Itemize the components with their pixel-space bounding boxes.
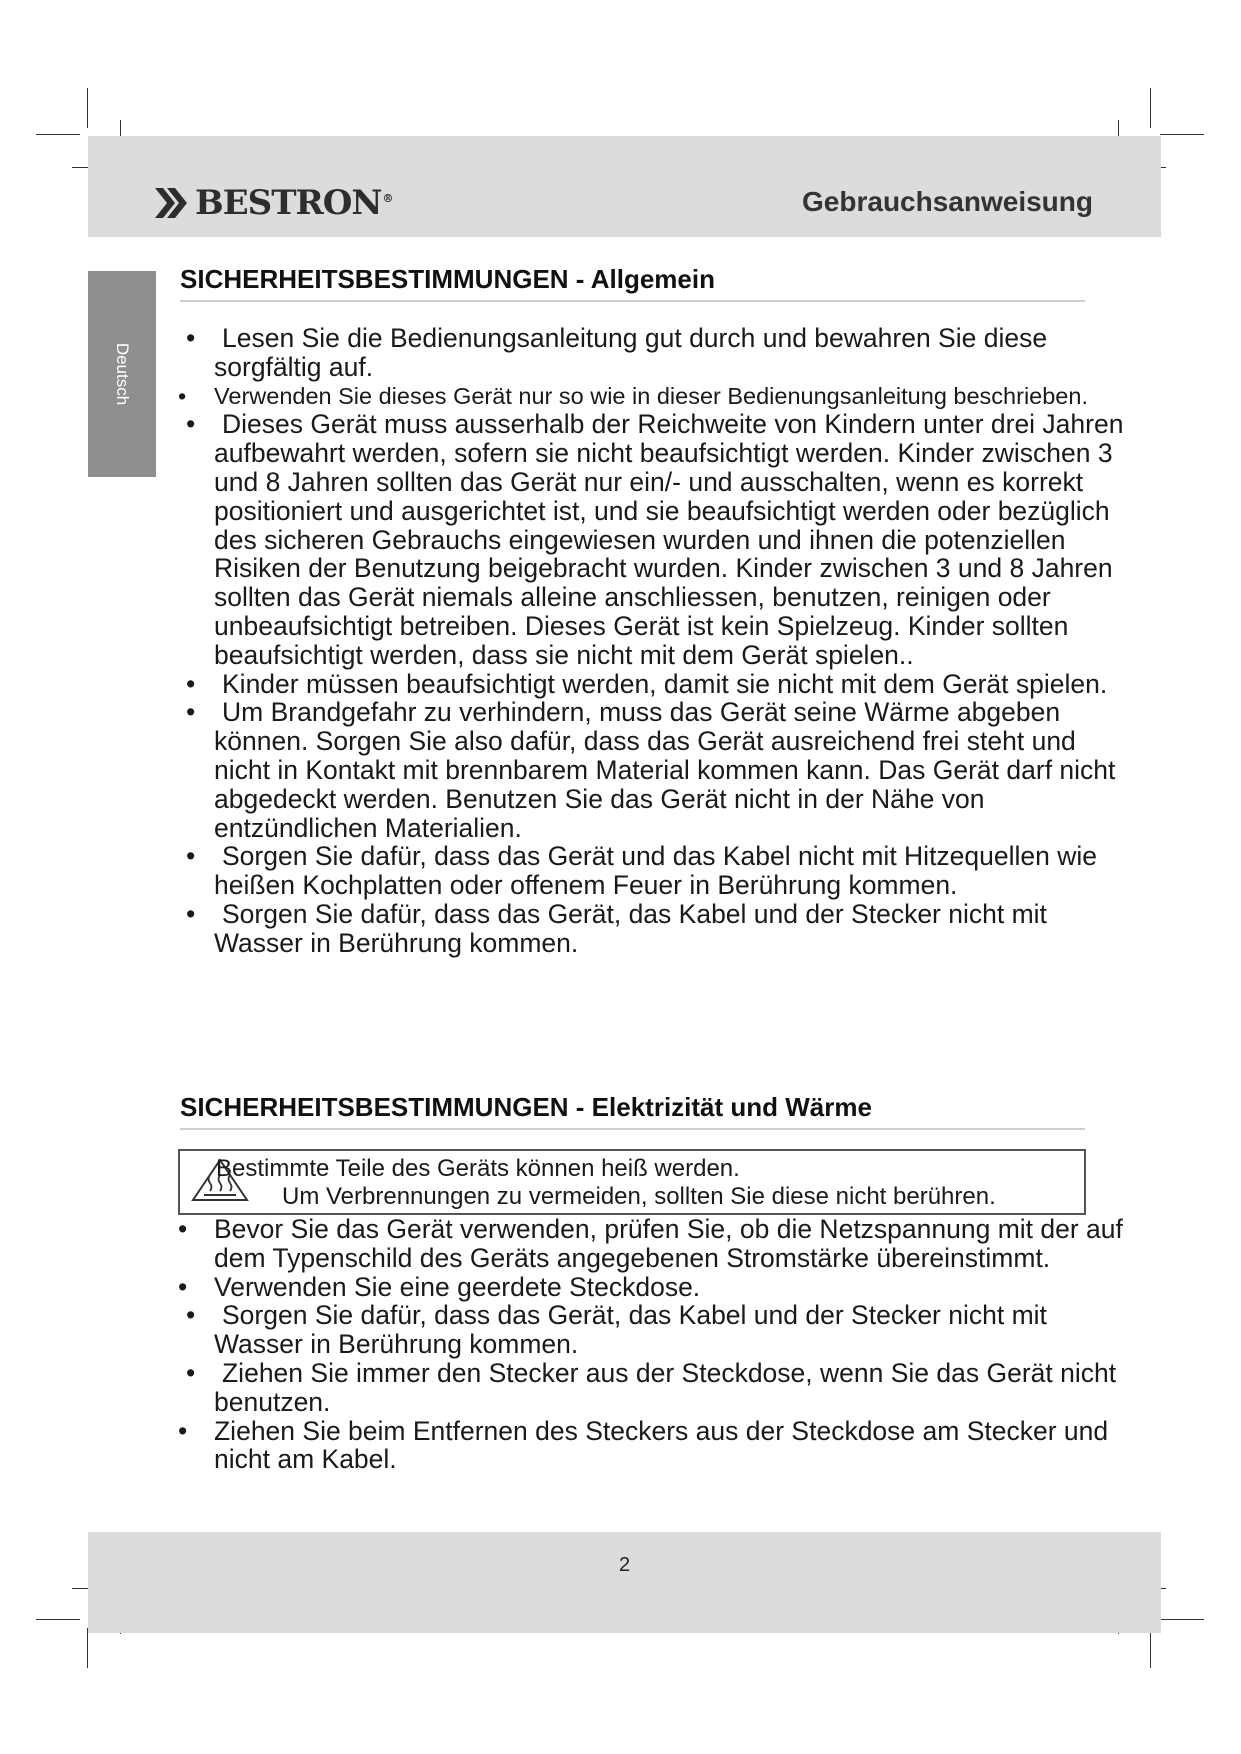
- list-item: • Verwenden Sie dieses Gerät nur so wie in dieser Bedienungsanleitung beschrieben.: [176, 382, 1126, 411]
- section-divider: [180, 300, 1085, 302]
- list-item: • Sorgen Sie dafür, dass das Gerät und das Kabel nicht mit Hitzequellen wie heißen Kochplatten oder offenem Feuer in Berührung kommen.: [176, 842, 1126, 900]
- crop-mark: [1150, 88, 1151, 128]
- brand-logo: [155, 180, 392, 226]
- list-item: • Sorgen Sie dafür, dass das Gerät, das Kabel und der Stecker nicht mit Wasser in Berührung kommen.: [176, 1301, 1126, 1359]
- list-item: • Ziehen Sie immer den Stecker aus der Steckdose, wenn Sie das Gerät nicht benutzen.: [176, 1359, 1126, 1417]
- list-item: • Um Brandgefahr zu verhindern, muss das Gerät seine Wärme abgeben können. Sorgen Sie also dafür, dass das Gerät ausreichend frei steht und nicht in Kontakt mit brennbarem Material kommen kann. Das Gerät darf nicht abgedeckt werden. Benutzen Sie das Gerät nicht in der Nähe von entzündlichen Materialien.: [176, 698, 1126, 842]
- crop-mark: [1160, 134, 1204, 135]
- brand-chevron-icon: [155, 188, 189, 218]
- page-number: 2: [618, 1554, 631, 1576]
- list-item: • Sorgen Sie dafür, dass das Gerät, das Kabel und der Stecker nicht mit Wasser in Berührung kommen.: [176, 900, 1126, 958]
- general-safety-list: [176, 324, 1126, 958]
- language-tab-label: Deutsch: [113, 342, 132, 406]
- crop-mark: [87, 1628, 88, 1668]
- crop-mark: [1150, 1628, 1151, 1668]
- warning-text: Um Verbrennungen zu vermeiden, sollten Sie diese nicht berühren.: [282, 1183, 996, 1210]
- electricity-safety-list: [176, 1215, 1126, 1474]
- warning-text: Bestimmte Teile des Geräts können heiß werden.: [216, 1155, 740, 1182]
- crop-mark: [36, 1619, 80, 1620]
- list-item: • Kinder müssen beaufsichtigt werden, damit sie nicht mit dem Gerät spielen.: [176, 670, 1126, 699]
- crop-mark: [1160, 1619, 1204, 1620]
- list-item: • Verwenden Sie eine geerdete Steckdose.: [176, 1273, 1126, 1302]
- footer-band: [88, 1532, 1161, 1633]
- brand-name: BESTRON®: [195, 183, 393, 223]
- language-tab: [88, 271, 156, 477]
- crop-mark: [87, 88, 88, 128]
- list-item: • Lesen Sie die Bedienungsanleitung gut durch und bewahren Sie diese sorgfältig auf.: [176, 324, 1126, 382]
- crop-mark: [36, 134, 80, 135]
- hot-surface-warning: [178, 1149, 1086, 1215]
- section-divider: [180, 1128, 1085, 1130]
- list-item: • Ziehen Sie beim Entfernen des Steckers aus der Steckdose am Stecker und nicht am Kabel.: [176, 1417, 1126, 1475]
- list-item: • Dieses Gerät muss ausserhalb der Reichweite von Kindern unter drei Jahren aufbewahrt werden, sofern sie nicht beaufsichtigt werden. Kinder zwischen 3 und 8 Jahren sollten das Gerät nur ein/- und ausschalten, wenn es korrekt positioniert und ausgerichtet ist, und sie beaufsichtigt werden oder bezüglich des sicheren Gebrauchs eingewiesen wurden und ihnen die potenziellen Risiken der Benutzung beigebracht wurden. Kinder zwischen 3 und 8 Jahren sollten das Gerät niemals alleine anschliessen, benutzen, reinigen oder unbeaufsichtigt betreiben. Dieses Gerät ist kein Spielzeug. Kinder sollten beaufsichtigt werden, dass sie nicht mit dem Gerät spielen..: [176, 410, 1126, 669]
- header-title: Gebrauchsanweisung: [802, 186, 1093, 217]
- section-title-electricity: SICHERHEITSBESTIMMUNGEN - Elektrizität und Wärme: [180, 1092, 872, 1122]
- section-title-general: SICHERHEITSBESTIMMUNGEN - Allgemein: [180, 264, 715, 294]
- list-item: • Bevor Sie das Gerät verwenden, prüfen Sie, ob die Netzspannung mit der auf dem Typenschild des Geräts angegebenen Stromstärke übereinstimmt.: [176, 1215, 1126, 1273]
